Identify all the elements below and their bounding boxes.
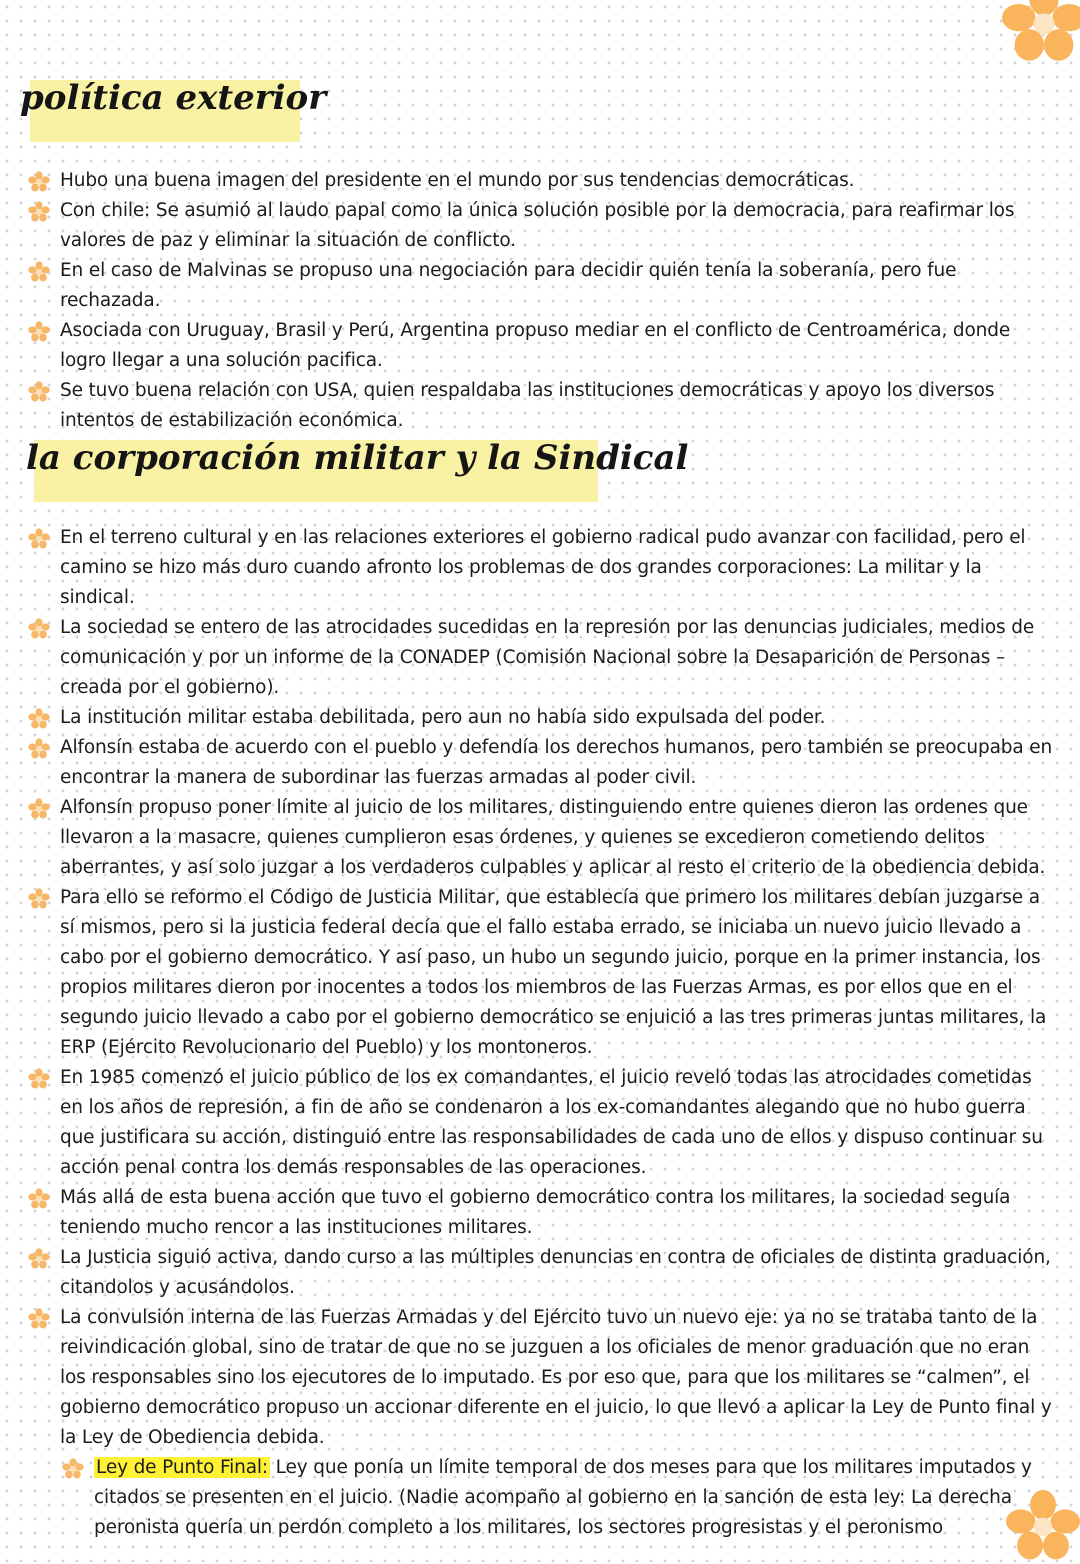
list-item: La Justicia siguió activa, dando curso a las múltiples denuncias en contra de oficiales de distinta graduación, citandolos y acusándolos.	[28, 1243, 1058, 1303]
corner-flower-icon	[1002, 0, 1080, 66]
flower-icon	[28, 528, 50, 550]
list-item: Para ello se reformo el Código de Justicia Militar, que establecía que primero los militares debían juzgarse a sí mismos, pero si la justicia federal decía que el fallo estaba errado, se iniciaba un nuevo juicio llevado a cabo por el gobierno democrático. Y así paso, un hubo un segundo juicio, porque en la primer instancia, los propios militares dieron por inocentes a todos los miembros de las Fuerzas Armas, es por ellos que en el segundo juicio llevado a cabo por el gobierno democrático se enjuició a las tres primeras juntas militares, la ERP (Ejército Revolucionario del Pueblo) y los montoneros.	[28, 883, 1058, 1063]
flower-icon	[28, 888, 50, 910]
flower-icon	[28, 261, 50, 283]
list-item: Alfonsín propuso poner límite al juicio de los militares, distinguiendo entre quienes dieron las ordenes que llevaron a la masacre, quienes cumplieron esas órdenes, y quienes se excedieron cometiendo delitos aberrantes, y así solo juzgar a los verdaderos culpables y aplicar al resto el criterio de la obediencia debida.	[28, 793, 1058, 883]
list-item: Alfonsín estaba de acuerdo con el pueblo y defendía los derechos humanos, pero también se preocupaba en encontrar la manera de subordinar las fuerzas armadas al poder civil.	[28, 733, 1058, 793]
list-item: En 1985 comenzó el juicio público de los ex comandantes, el juicio reveló todas las atrocidades cometidas en los años de represión, a fin de año se condenaron a los ex-comandantes alegando que no hubo guerra que justificara su acción, distinguió entre las responsabilidades de cada uno de ellos y dispuso continuar su acción penal contra los demás responsables de las operaciones.	[28, 1063, 1058, 1183]
flower-icon	[28, 1308, 50, 1330]
section-heading: política exterior	[20, 78, 327, 118]
flower-icon	[28, 738, 50, 760]
section-heading: la corporación militar y la Sindical	[26, 438, 689, 478]
flower-icon	[28, 381, 50, 403]
list-item: En el caso de Malvinas se propuso una negociación para decidir quién tenía la soberanía, pero fue rechazada.	[28, 256, 1058, 316]
flower-icon	[28, 171, 50, 193]
list-item: Hubo una buena imagen del presidente en el mundo por sus tendencias democráticas.	[28, 166, 1058, 196]
flower-icon	[28, 321, 50, 343]
list-item: La convulsión interna de las Fuerzas Armadas y del Ejército tuvo un nuevo eje: ya no se trataba tanto de la reivindicación global, sino de tratar de que no se juzguen a los oficiales de menor graduación que no eran los responsables sino los ejecutores de lo imputado. Es por eso que, para que los militares se “calmen”, el gobierno democrático propuso un accionar diferente en el juicio, lo que llevó a aplicar la Ley de Punto final y la Ley de Obediencia debida.	[28, 1303, 1058, 1453]
list-item: Más allá de esta buena acción que tuvo el gobierno democrático contra los militares, la sociedad seguía teniendo mucho rencor a las instituciones militares.	[28, 1183, 1058, 1243]
flower-icon	[28, 1068, 50, 1090]
flower-icon	[62, 1458, 84, 1480]
list-item: En el terreno cultural y en las relaciones exteriores el gobierno radical pudo avanzar con facilidad, pero el camino se hizo más duro cuando afronto los problemas de dos grandes corporaciones: La militar y la sindical.	[28, 523, 1058, 613]
list-item: La institución militar estaba debilitada, pero aun no había sido expulsada del poder.	[28, 703, 1058, 733]
list-item: Con chile: Se asumió al laudo papal como la única solución posible por la democracia, para reafirmar los valores de paz y eliminar la situación de conflicto.	[28, 196, 1058, 256]
flower-icon	[28, 618, 50, 640]
highlighted-term: Ley de Punto Final:	[96, 1457, 268, 1478]
flower-icon	[28, 1248, 50, 1270]
list-item: Asociada con Uruguay, Brasil y Perú, Argentina propuso mediar en el conflicto de Centroamérica, donde logro llegar a una solución pacifica.	[28, 316, 1058, 376]
list-item: Se tuvo buena relación con USA, quien respaldaba las instituciones democráticas y apoyo los diversos intentos de estabilización económica.	[28, 376, 1058, 436]
flower-icon	[28, 798, 50, 820]
foreign-policy-list	[28, 166, 1058, 436]
sub-list-item: Ley de Punto Final: Ley que ponía un límite temporal de dos meses para que los militares imputados y citados se presenten en el juicio. (Nadie acompaño al gobierno en la sanción de esta ley: La derecha peronista quería un perdón completo a los militares, los sectores progresistas y el peronismo	[62, 1453, 1058, 1543]
military-union-list	[28, 523, 1058, 1543]
list-item: La sociedad se entero de las atrocidades sucedidas en la represión por las denuncias judiciales, medios de comunicación y por un informe de la CONADEP (Comisión Nacional sobre la Desaparición de Personas – creada por el gobierno).	[28, 613, 1058, 703]
flower-icon	[28, 708, 50, 730]
flower-icon	[28, 1188, 50, 1210]
flower-icon	[28, 201, 50, 223]
